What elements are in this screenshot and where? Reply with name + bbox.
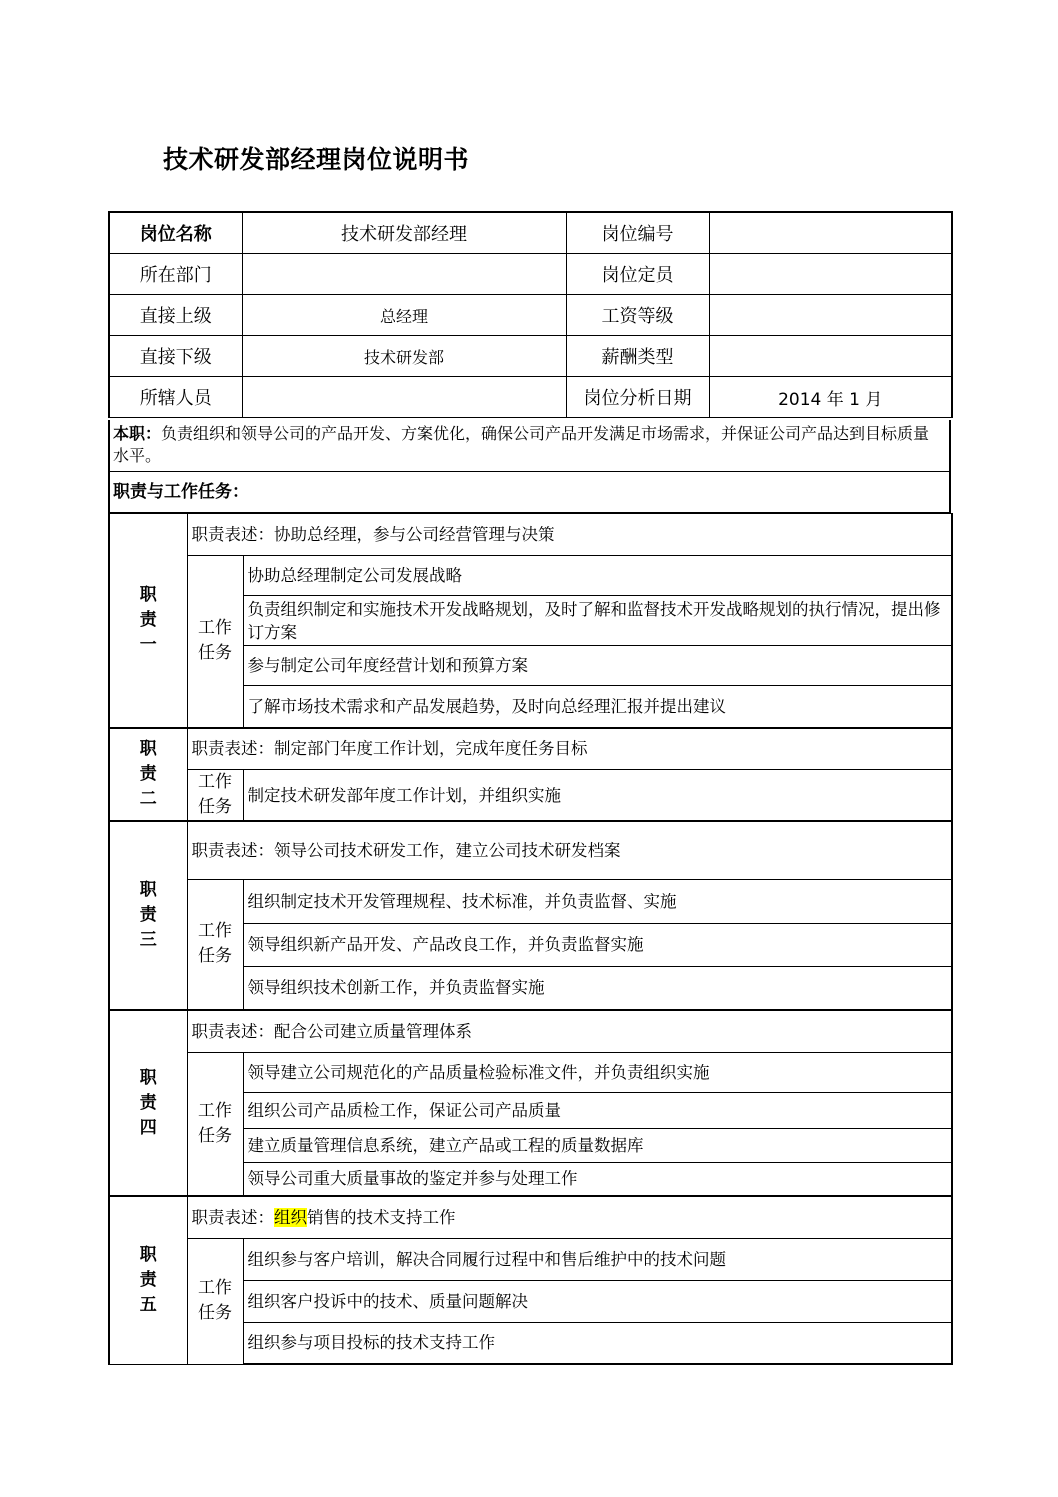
task-item: 协助总经理制定公司发展战略 [243,556,952,596]
duty-description-text: 制定部门年度工作计划，完成年度任务目标 [274,739,588,759]
duty-description [187,728,952,770]
task-item: 组织参与客户培训，解决合同履行过程中和售后维护中的技术问题 [243,1238,952,1280]
info-value [709,336,952,377]
task-row [109,1238,952,1280]
info-key: 薪酬类型 [566,336,709,377]
duty-row [109,514,952,556]
duty-description-text: 销售的技术支持工作 [307,1207,456,1227]
info-row [109,377,952,418]
page-title: 技术研发部经理岗位说明书 [163,145,470,174]
info-row [109,212,952,254]
info-key: 岗位分析日期 [566,377,709,418]
task-row [109,879,952,923]
info-key: 岗位名称 [109,212,242,254]
info-row [109,254,952,295]
duty-description-prefix: 职责表述： [191,1207,274,1227]
task-item: 参与制定公司年度经营计划和预算方案 [243,646,952,686]
duty-label: 职责二 [109,728,187,822]
duty-description [187,1010,952,1052]
info-value [709,295,952,336]
duty-description-prefix: 职责表述： [191,739,274,759]
info-key: 所在部门 [109,254,242,295]
task-item: 领导公司重大质量事故的鉴定并参与处理工作 [243,1162,952,1196]
info-value: 技术研发部 [242,336,566,377]
duty-description-text: 领导公司技术研发工作，建立公司技术研发档案 [274,840,621,860]
info-value [242,254,566,295]
duty-row [109,821,952,879]
task-item: 了解市场技术需求和产品发展趋势，及时向总经理汇报并提出建议 [243,686,952,728]
duty-description [187,821,952,879]
task-label: 工作任务 [187,1052,243,1196]
duty-description-prefix: 职责表述： [191,525,274,544]
duties-table [108,513,953,1365]
task-item: 负责组织制定和实施技术开发战略规划，及时了解和监督技术开发战略规划的执行情况，提出修订方案 [243,596,952,646]
info-key: 岗位编号 [566,212,709,254]
duty-description-text: 配合公司建立质量管理体系 [274,1021,472,1041]
task-row [109,770,952,822]
position-info-table [108,211,953,418]
duty-label: 职责五 [109,1196,187,1364]
main-duty-label: 本职： [113,424,162,443]
task-label: 工作任务 [187,770,243,822]
task-item: 领导建立公司规范化的产品质量检验标准文件，并负责组织实施 [243,1052,952,1092]
task-item: 组织公司产品质检工作，保证公司产品质量 [243,1092,952,1128]
task-item: 组织参与项目投标的技术支持工作 [243,1322,952,1364]
info-value: 技术研发部经理 [242,212,566,254]
task-row [109,556,952,596]
info-value [709,212,952,254]
main-duty-block [108,420,951,472]
duty-label: 职责一 [109,514,187,728]
info-row [109,295,952,336]
duties-header: 职责与工作任务： [108,472,951,513]
task-row [109,1052,952,1092]
info-value: 2014 年 1 月 [709,377,952,418]
task-item: 领导组织技术创新工作，并负责监督实施 [243,966,952,1010]
duty-description-text: 协助总经理，参与公司经营管理与决策 [274,525,555,544]
info-value [709,254,952,295]
info-value: 总经理 [242,295,566,336]
info-key: 所辖人员 [109,377,242,418]
duty-row [109,1196,952,1238]
main-duty-text: 负责组织和领导公司的产品开发、方案优化，确保公司产品开发满足市场需求，并保证公司产品达到目标质量水平。 [113,424,930,465]
task-label: 工作任务 [187,879,243,1010]
duty-description-prefix: 职责表述： [191,1021,274,1041]
duty-description-prefix: 职责表述： [191,840,274,860]
task-item: 组织客户投诉中的技术、质量问题解决 [243,1280,952,1322]
duty-row [109,1010,952,1052]
task-item: 制定技术研发部年度工作计划，并组织实施 [243,770,952,822]
info-key: 直接上级 [109,295,242,336]
duty-label: 职责三 [109,821,187,1010]
info-value [242,377,566,418]
duty-description [187,1196,952,1238]
duty-label: 职责四 [109,1010,187,1196]
info-key: 直接下级 [109,336,242,377]
duty-description-highlight: 组织 [274,1207,307,1227]
task-label: 工作任务 [187,556,243,728]
info-row [109,336,952,377]
info-key: 岗位定员 [566,254,709,295]
task-item: 建立质量管理信息系统，建立产品或工程的质量数据库 [243,1128,952,1162]
task-item: 领导组织新产品开发、产品改良工作，并负责监督实施 [243,923,952,966]
task-item: 组织制定技术开发管理规程、技术标准，并负责监督、实施 [243,879,952,923]
duty-description [187,514,952,556]
info-key: 工资等级 [566,295,709,336]
duty-row [109,728,952,770]
task-label: 工作任务 [187,1238,243,1364]
